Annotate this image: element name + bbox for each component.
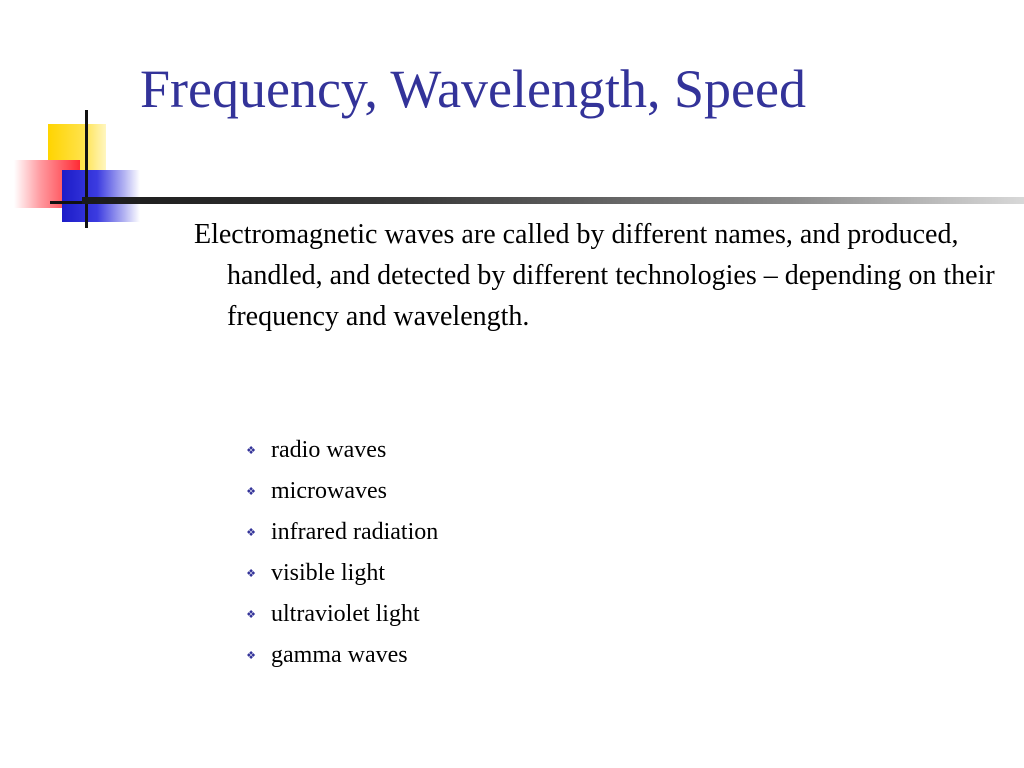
four-diamond-bullet-icon: ❖ [246,486,256,498]
list-item-text: microwaves [271,478,387,504]
list-item-text: infrared radiation [271,519,439,545]
logo-blue-square [62,170,140,222]
list-item [244,594,438,635]
slide-title: Frequency, Wavelength, Speed [140,59,806,119]
list-item-text: visible light [271,560,385,586]
four-diamond-bullet-icon: ❖ [246,445,256,457]
logo-vertical-line [85,110,88,228]
list-item-text: ultraviolet light [271,601,420,627]
list-item [244,512,438,553]
four-diamond-bullet-icon: ❖ [246,568,256,580]
list-item-text: gamma waves [271,642,408,668]
four-diamond-bullet-icon: ❖ [246,609,256,621]
list-item-text: radio waves [271,437,387,463]
list-item [244,553,438,594]
overlapping-squares-logo [0,0,150,240]
body-paragraph: Electromagnetic waves are called by different names, and produced, handled, and detected by different technologies – depending on their frequency and wavelength. [194,219,995,332]
list-item [244,430,438,471]
list-item [244,471,438,512]
four-diamond-bullet-icon: ❖ [246,650,256,662]
four-diamond-bullet-icon: ❖ [246,527,256,539]
title-divider [82,197,1024,204]
bullet-list [244,430,438,676]
list-item [244,635,438,676]
